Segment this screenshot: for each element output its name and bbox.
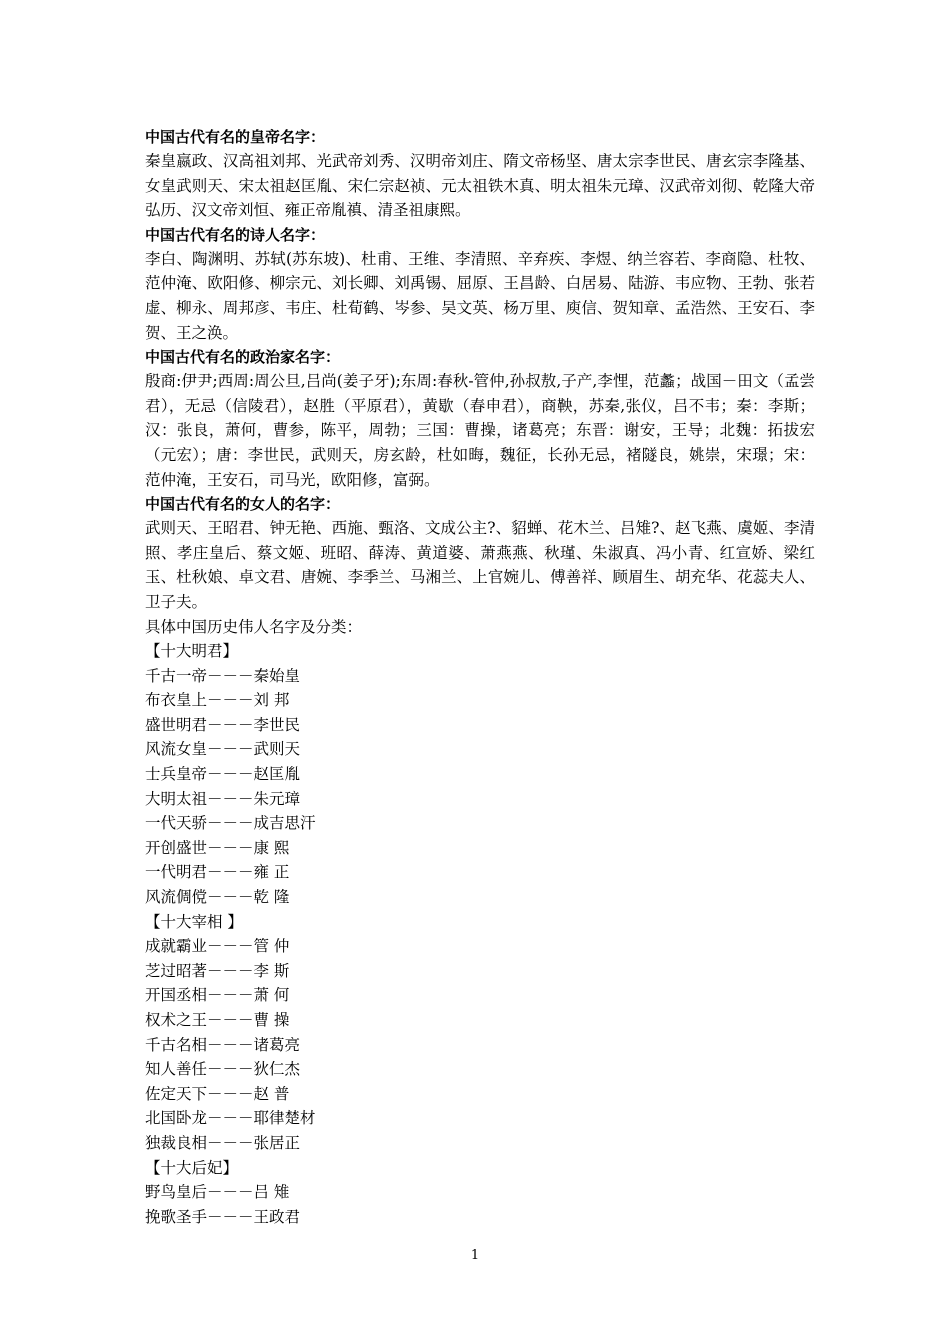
ministers-title: 【十大宰相 】 — [145, 912, 243, 931]
list-item: 成就霸业－－－管 仲 — [145, 937, 290, 956]
list-item: 布衣皇上－－－刘 邦 — [145, 691, 290, 710]
list-item: 挽歌圣手－－－王政君 — [145, 1207, 301, 1226]
emperors-text: 秦皇嬴政、汉高祖刘邦、光武帝刘秀、汉明帝刘庄、隋文帝杨坚、唐太宗李世民、唐玄宗李隆基、女皇武则天、宋太祖赵匡胤、宋仁宗赵祯、元太祖铁木真、明太祖朱元璋、汉武帝刘彻、乾隆大帝弘历、汉文帝刘恒、雍正帝胤禛、清圣祖康熙。 — [145, 152, 815, 220]
rulers-list — [145, 664, 815, 910]
list-item: 知人善任－－－狄仁杰 — [145, 1060, 301, 1079]
politicians-heading: 中国古代有名的政治家名字： — [145, 348, 341, 367]
list-item: 开国丞相－－－萧 何 — [145, 986, 290, 1005]
list-item: 一代明君－－－雍 正 — [145, 863, 290, 882]
ministers-list — [145, 934, 815, 1155]
list-item: 芝过昭著－－－李 斯 — [145, 961, 290, 980]
list-item: 一代天骄－－－成吉思汗 — [145, 814, 316, 833]
list-item: 士兵皇帝－－－赵匡胤 — [145, 765, 301, 784]
list-item: 千古一帝－－－秦始皇 — [145, 666, 301, 685]
rulers-title: 【十大明君】 — [145, 642, 239, 661]
list-item: 千古名相－－－诸葛亮 — [145, 1035, 301, 1054]
list-item: 独裁良相－－－张居正 — [145, 1133, 301, 1152]
page-number: 1 — [470, 1248, 480, 1263]
list-item: 大明太祖－－－朱元璋 — [145, 789, 301, 808]
consorts-list — [145, 1180, 815, 1229]
consorts-title: 【十大后妃】 — [145, 1158, 239, 1177]
document-body — [145, 125, 815, 1229]
emperors-heading: 中国古代有名的皇帝名字： — [145, 128, 326, 146]
intro-line: 具体中国历史伟人名字及分类： — [145, 617, 363, 636]
poets-text: 李白、陶渊明、苏轼(苏东坡)、杜甫、王维、李清照、辛弃疾、李煜、纳兰容若、李商隐、杜牧、范仲淹、欧阳修、柳宗元、刘长卿、刘禹锡、屈原、王昌龄、白居易、陆游、韦应物、王勃、张若虚、柳永、周邦彦、韦庄、杜荀鹤、岑参、吴文英、杨万里、庾信、贺知章、孟浩然、王安石、李贺、王之涣。 — [145, 249, 815, 342]
politicians-text: 殷商:伊尹;西周:周公旦,吕尚(姜子牙);东周:春秋-管仲,孙叔敖,子产,李悝，范蠡；战国－田文（孟尝君），无忌（信陵君），赵胜（平原君），黄歇（春申君），商鞅，苏秦,张仪，吕不韦；秦：李斯；汉：张良，萧何，曹参，陈平，周勃；三国：曹操，诸葛亮；东晋：谢安，王导；北魏：拓拔宏（元宏）；唐：李世民，武则天，房玄龄，杜如晦，魏征，长孙无忌，褚隧良，姚崇，宋璟；宋：范仲淹，王安石，司马光，欧阳修，富弼。 — [145, 372, 815, 489]
women-text: 武则天、王昭君、钟无艳、西施、甄洛、文成公主?、貂蝉、花木兰、吕雉?、赵飞燕、虞姬、李清照、孝庄皇后、蔡文姬、班昭、薛涛、黄道婆、萧燕燕、秋瑾、朱淑真、冯小青、红宣娇、梁红玉、杜秋娘、卓文君、唐婉、李季兰、马湘兰、上官婉儿、傅善祥、顾眉生、胡充华、花蕊夫人、卫子夫。 — [145, 519, 815, 611]
list-item: 野鸟皇后－－－吕 雉 — [145, 1183, 290, 1202]
list-item: 盛世明君－－－李世民 — [145, 715, 301, 734]
list-item: 开创盛世－－－康 熙 — [145, 838, 290, 857]
list-item: 北国卧龙－－－耶律楚材 — [145, 1109, 316, 1128]
list-item: 风流倜傥－－－乾 隆 — [145, 888, 290, 907]
poets-heading: 中国古代有名的诗人名字： — [145, 225, 326, 244]
list-item: 权术之王－－－曹 操 — [145, 1011, 290, 1029]
list-item: 风流女皇－－－武则天 — [145, 740, 301, 759]
women-heading: 中国古代有名的女人的名字： — [145, 495, 341, 514]
list-item: 佐定天下－－－赵 普 — [145, 1084, 290, 1103]
